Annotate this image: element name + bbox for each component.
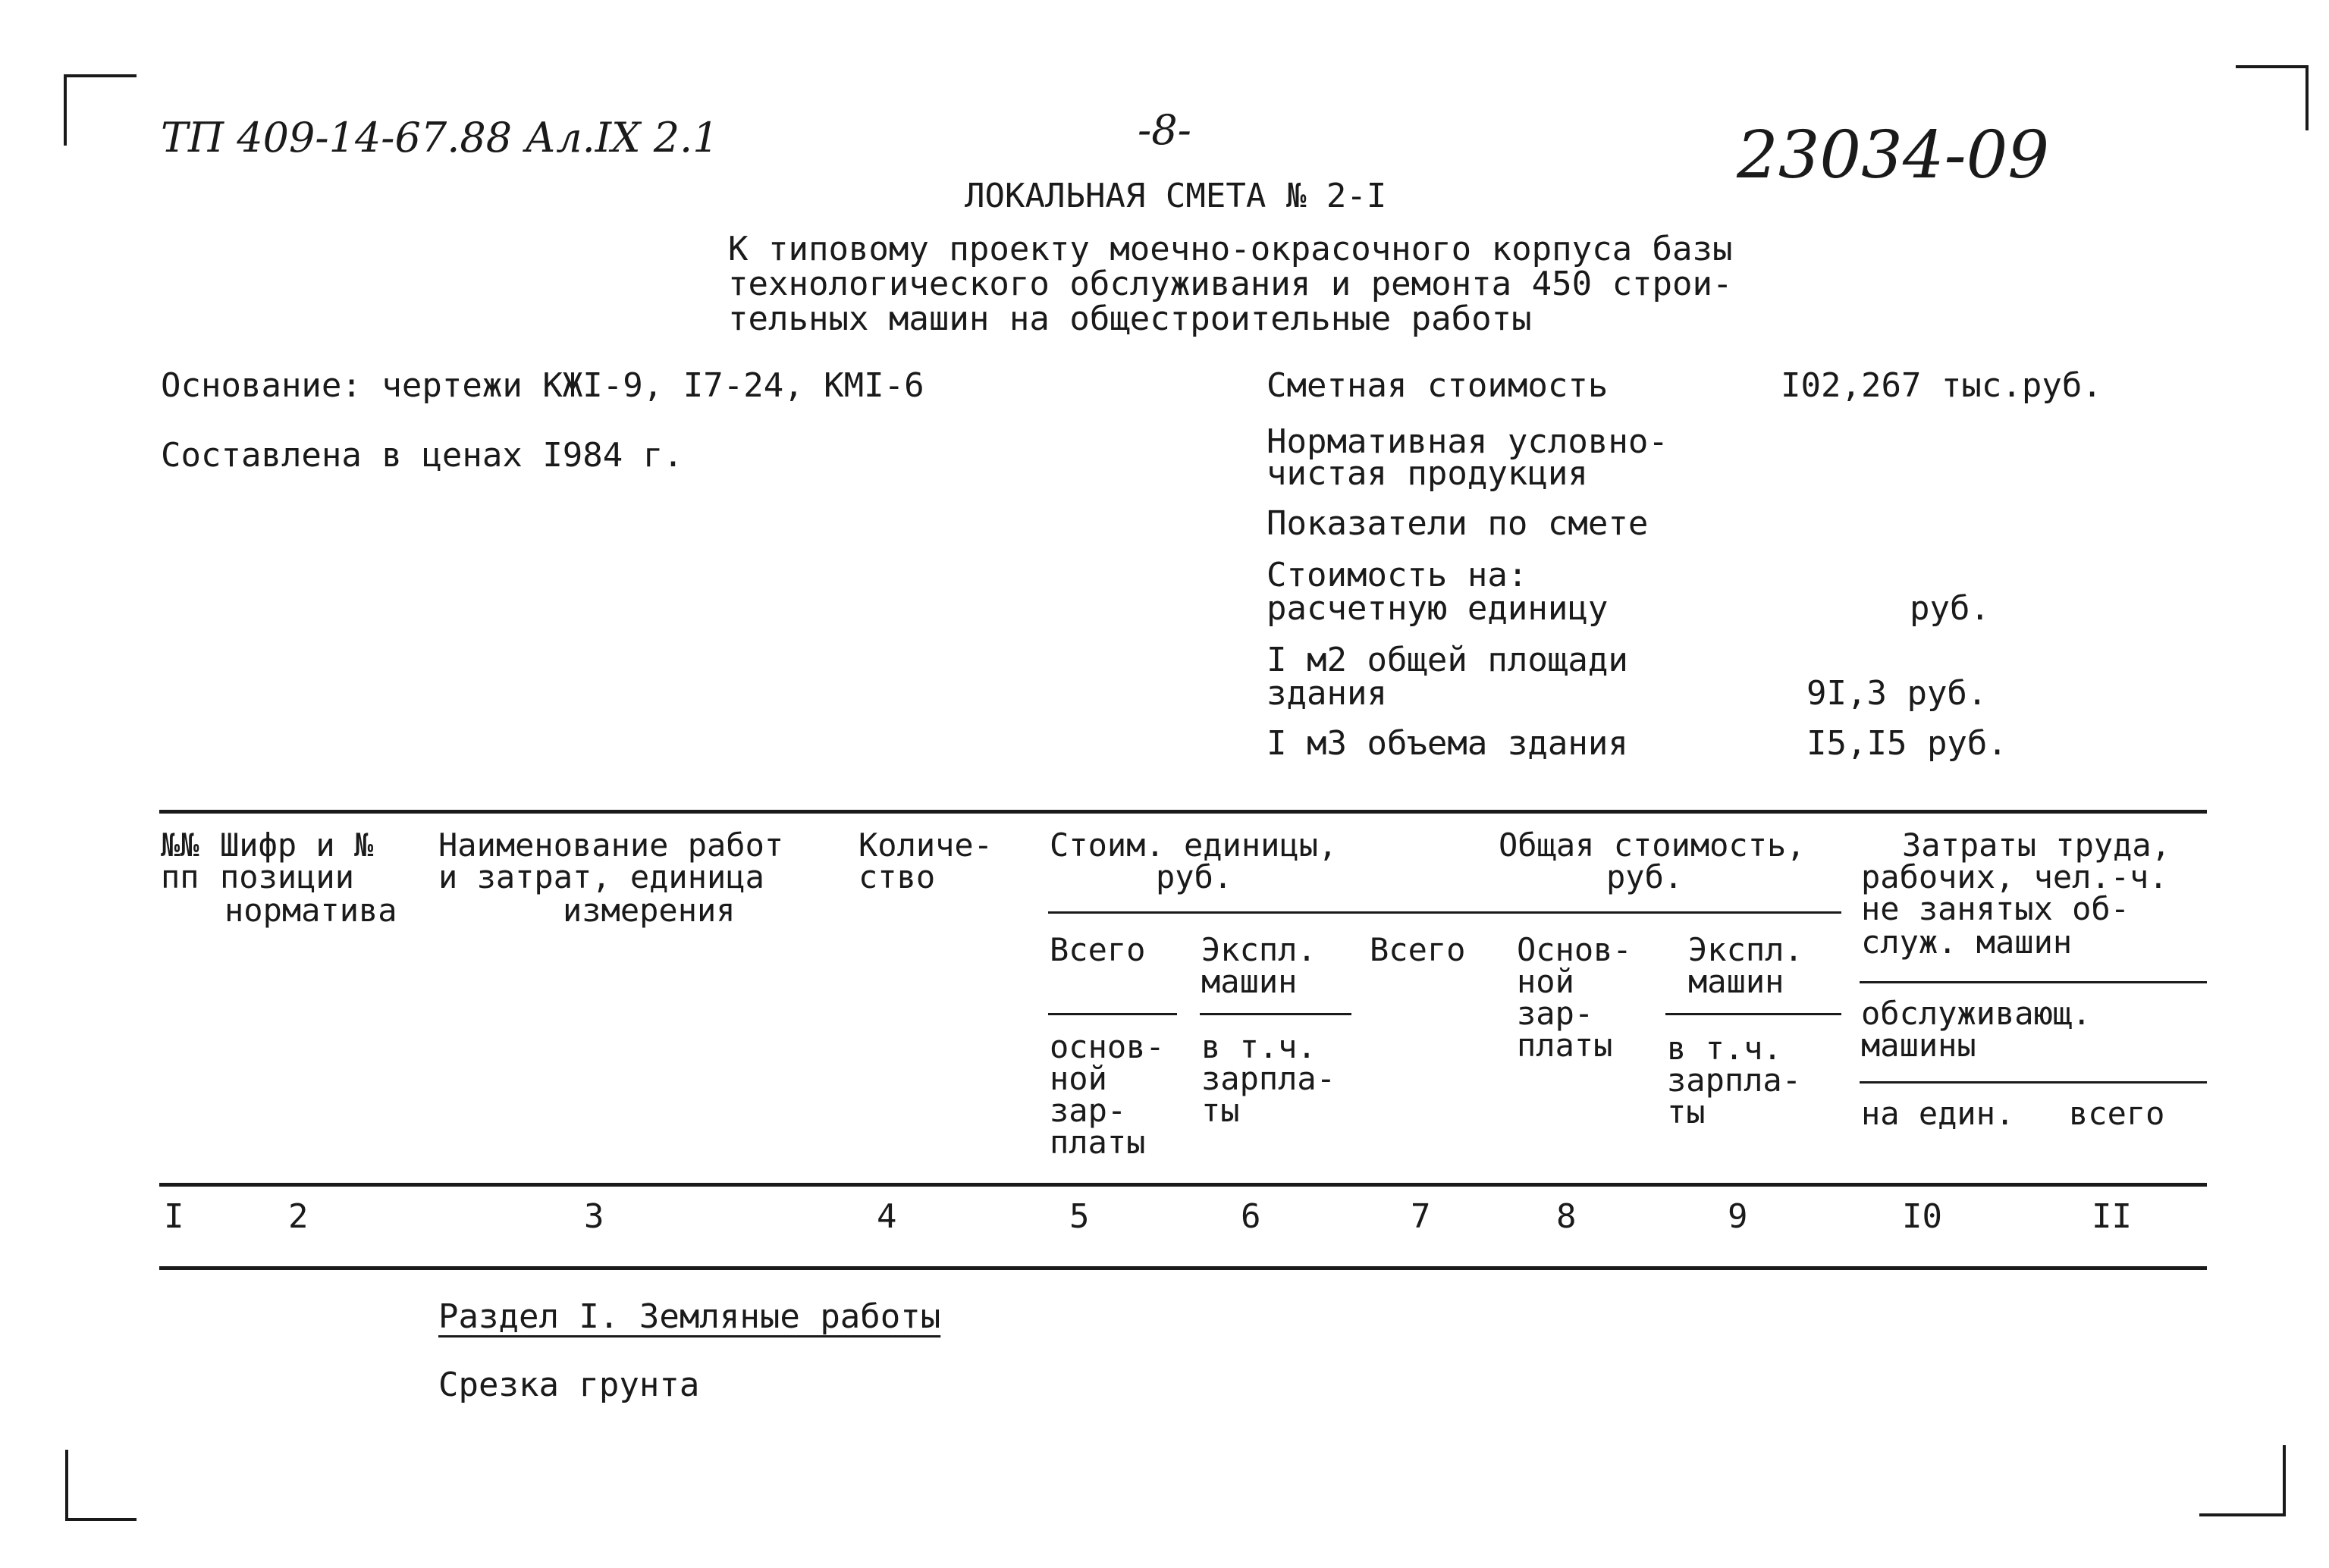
col3-header-line-3: измерения: [563, 892, 736, 929]
col4-header-line-1: Количе-: [858, 826, 993, 864]
total-incl-header-line-2: зарпла-: [1667, 1062, 1802, 1099]
estimated-cost-value: I02,267 тыс.руб.: [1781, 366, 2102, 405]
basis-text: Основание: чертежи КЖI-9, I7-24, КМI-6: [161, 366, 924, 405]
col2-header-line-3: норматива: [224, 892, 397, 929]
column-number-2: 2: [288, 1197, 309, 1236]
col4-header-line-2: ство: [858, 858, 936, 895]
area-label-2: здания: [1267, 674, 1387, 713]
document-title: ЛОКАЛЬНАЯ СМЕТА № 2-I: [965, 177, 1387, 215]
normative-label-2: чистая продукция: [1267, 454, 1588, 493]
column-number-3: 3: [584, 1197, 604, 1236]
column-number-1: I: [164, 1197, 184, 1236]
unit-expl-rule: [1200, 1013, 1351, 1015]
unit-base-header-line-2: ной: [1050, 1060, 1107, 1097]
total-incl-header-line-3: ты: [1667, 1093, 1706, 1131]
total-expl-header-line-2: машин: [1688, 963, 1784, 1000]
column-number-4: 4: [877, 1197, 897, 1236]
column-number-7: 7: [1411, 1197, 1431, 1236]
header-bottom-rule: [159, 1183, 2207, 1187]
labor-header-line-3: не занятых об-: [1861, 890, 2130, 927]
labor-total-header: всего: [2069, 1095, 2165, 1132]
total-expl-rule: [1665, 1013, 1841, 1015]
volume-value: I5,I5 руб.: [1806, 724, 2007, 763]
unit-base-header-line-3: зар-: [1050, 1092, 1127, 1129]
col1-header-line-1: №№: [161, 826, 199, 864]
unit-cost-rule: [1048, 911, 1841, 914]
column-number-10: I0: [1902, 1197, 1942, 1236]
area-label-1: I м2 общей площади: [1267, 641, 1628, 679]
column-number-11: II: [2092, 1197, 2132, 1236]
unit-incl-header-line-1: в т.ч.: [1201, 1028, 1317, 1065]
total-base-header-line-2: ной: [1517, 963, 1574, 1000]
column-number-5: 5: [1069, 1197, 1090, 1236]
drawing-code: ТП 409-14-67.88 Ал.IX 2.1: [161, 114, 719, 162]
estimated-cost-label: Сметная стоимость: [1267, 366, 1609, 405]
total-base-header-line-3: зар-: [1517, 995, 1594, 1032]
numbers-bottom-rule: [159, 1266, 2207, 1270]
col2-header-line-1: Шифр и №: [220, 826, 374, 864]
item-name: Срезка грунта: [438, 1366, 700, 1404]
table-top-rule: [159, 810, 2207, 814]
corner-mark-bottom-left: [65, 1450, 137, 1521]
corner-mark-top-right: [2236, 65, 2309, 130]
labor-serv-header-line-1: обслуживающ.: [1861, 995, 2092, 1032]
total-expl-header-line-1: Экспл.: [1688, 931, 1803, 968]
prices-text: Составлена в ценах I984 г.: [161, 436, 683, 475]
unit-cost-header-line-1: Стоим. единицы,: [1050, 826, 1338, 864]
column-number-9: 9: [1728, 1197, 1748, 1236]
unit-expl-header-line-1: Экспл.: [1201, 931, 1317, 968]
unit-incl-header-line-2: зарпла-: [1201, 1060, 1336, 1097]
section-heading: Раздел I. Земляные работы: [438, 1297, 941, 1336]
normative-label-1: Нормативная условно-: [1267, 422, 1668, 461]
unit-incl-header-line-3: ты: [1201, 1092, 1240, 1129]
labor-serv-header-line-2: машины: [1861, 1027, 1976, 1064]
cost-per-unit: руб.: [1910, 589, 1990, 628]
area-value: 9I,3 руб.: [1806, 674, 1988, 713]
total-cost-header-line-2: руб.: [1606, 858, 1684, 895]
document-subtitle-line-1: К типовому проекту моечно-окрасочного корпуса базы: [728, 230, 1733, 268]
col3-header-line-1: Наименование работ: [438, 826, 784, 864]
total-incl-header-line-1: в т.ч.: [1667, 1030, 1782, 1067]
total-cost-header-line-1: Общая стоимость,: [1499, 826, 1806, 864]
col1-header-line-2: пп: [161, 858, 199, 895]
unit-base-rule: [1048, 1013, 1177, 1015]
unit-base-header-line-1: основ-: [1050, 1028, 1165, 1065]
total-base-header-line-4: платы: [1517, 1027, 1613, 1064]
volume-label: I м3 объема здания: [1267, 724, 1628, 763]
unit-cost-header-line-2: руб.: [1156, 858, 1233, 895]
cost-per-label-2: расчетную единицу: [1267, 589, 1609, 628]
labor-unit-header: на един.: [1861, 1095, 2015, 1132]
col3-header-line-2: и затрат, единица: [438, 858, 764, 895]
column-number-8: 8: [1556, 1197, 1577, 1236]
labor-header-line-1: Затраты труда,: [1902, 826, 2171, 864]
unit-base-header-line-4: платы: [1050, 1124, 1146, 1161]
document-subtitle-line-2: технологического обслуживания и ремонта 450 строи-: [728, 265, 1733, 303]
unit-expl-header-line-2: машин: [1201, 963, 1298, 1000]
total-base-header-line-1: Основ-: [1517, 931, 1632, 968]
labor-header-line-4: служ. машин: [1861, 924, 2073, 961]
corner-mark-top-left: [64, 74, 137, 146]
labor-rule-1: [1860, 981, 2207, 983]
document-subtitle-line-3: тельных машин на общестроительные работы: [728, 299, 1532, 338]
labor-header-line-2: рабочих, чел.-ч.: [1861, 858, 2168, 895]
page-number: -8-: [1138, 106, 1191, 154]
column-number-6: 6: [1241, 1197, 1261, 1236]
corner-mark-bottom-right: [2199, 1445, 2286, 1516]
indicators-label: Показатели по смете: [1267, 504, 1649, 543]
total-total-header: Всего: [1370, 931, 1466, 968]
inventory-number: 23034-09: [1737, 118, 2050, 193]
col2-header-line-2: позиции: [220, 858, 355, 895]
cost-per-label-1: Стоимость на:: [1267, 556, 1528, 594]
unit-total-header: Всего: [1050, 931, 1146, 968]
labor-rule-2: [1860, 1081, 2207, 1083]
